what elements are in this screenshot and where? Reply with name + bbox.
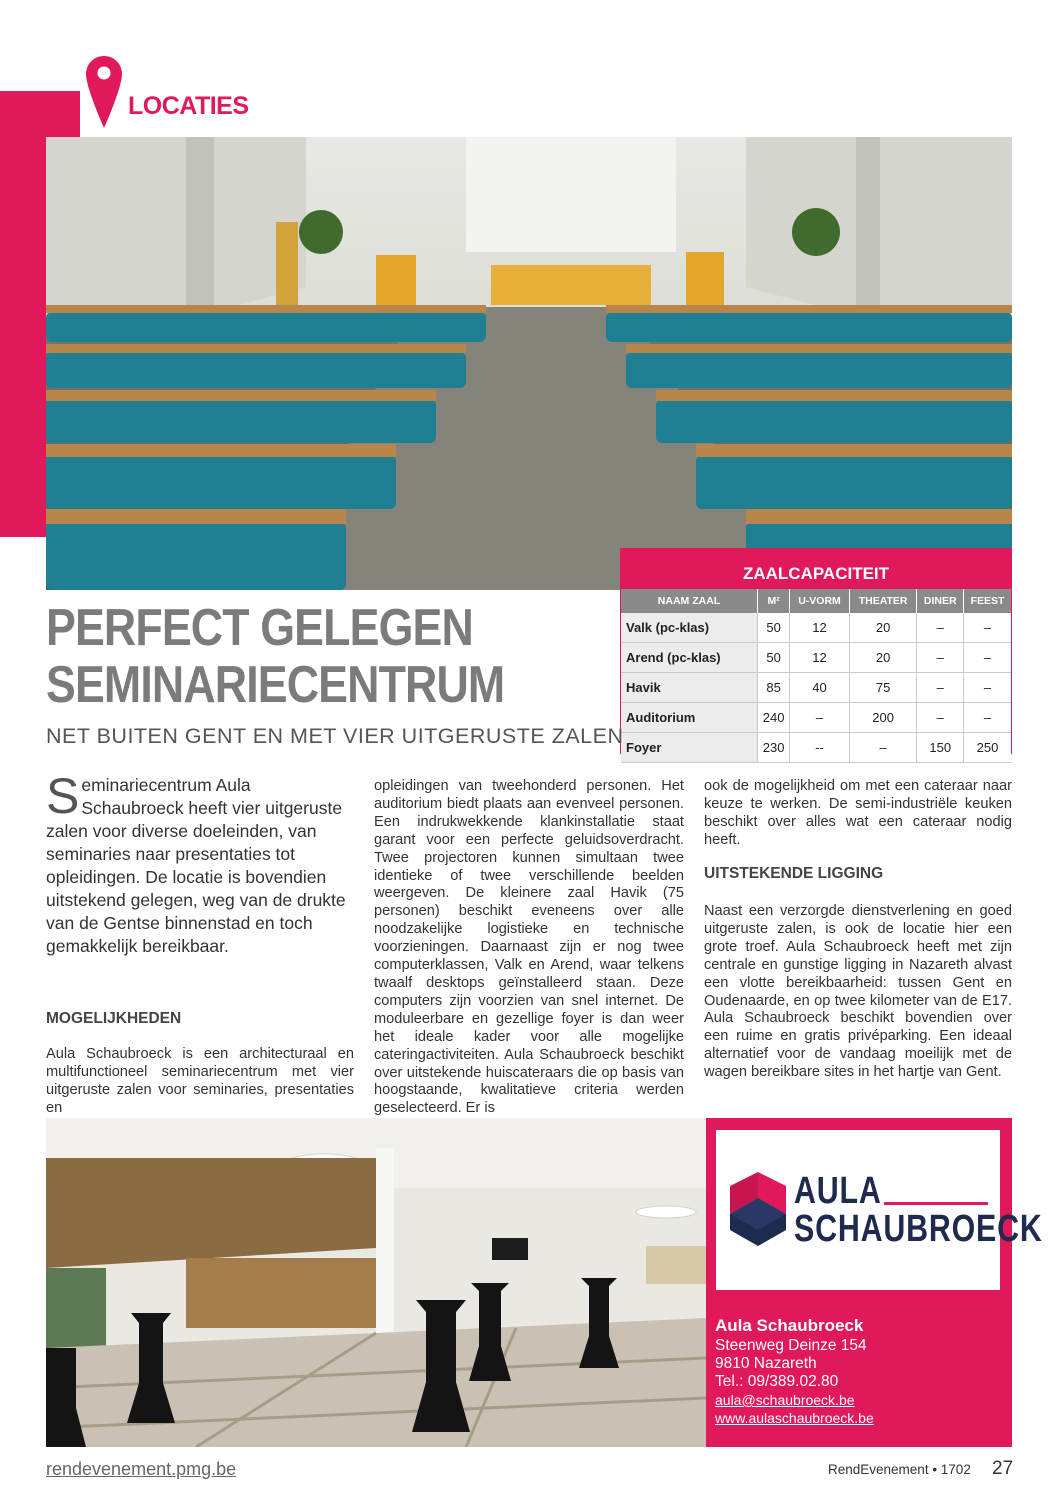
room-name: Foyer — [621, 733, 758, 763]
table-cell: – — [964, 643, 1011, 673]
table-cell: 230 — [758, 733, 790, 763]
intro-paragraph — [46, 768, 354, 958]
contact-city: 9810 Nazareth — [715, 1355, 817, 1372]
column-header: FEEST — [964, 589, 1011, 613]
table-cell: – — [917, 673, 964, 703]
table-cell: 50 — [758, 613, 790, 643]
capacity-table — [620, 548, 1012, 754]
column-header: DINER — [917, 589, 964, 613]
table-row — [621, 613, 1011, 643]
table-row — [621, 703, 1011, 733]
article-headline — [46, 600, 528, 714]
table-cell: – — [917, 613, 964, 643]
table-cell: – — [917, 643, 964, 673]
logo-rule — [884, 1202, 988, 1205]
map-pin-icon — [86, 56, 122, 128]
section-title-ligging: UITSTEKENDE LIGGING — [704, 865, 884, 882]
table-cell: – — [849, 733, 917, 763]
section-label: LOCATIES — [128, 92, 249, 120]
room-name: Havik — [621, 673, 758, 703]
table-cell: 75 — [849, 673, 917, 703]
table-cell: 12 — [790, 613, 850, 643]
table-cell: 85 — [758, 673, 790, 703]
foyer-photo — [46, 1118, 706, 1447]
contact-phone: Tel.: 09/389.02.80 — [715, 1373, 839, 1390]
room-name: Valk (pc-klas) — [621, 613, 758, 643]
table-cell: – — [790, 703, 850, 733]
table-row — [621, 673, 1011, 703]
room-name: Auditorium — [621, 703, 758, 733]
contact-name: Aula Schaubroeck — [715, 1316, 864, 1335]
table-cell: -- — [790, 733, 850, 763]
page-number: 27 — [992, 1458, 1014, 1479]
table-row — [621, 643, 1011, 673]
auditorium-photo — [46, 137, 1012, 590]
contact-website-link[interactable]: www.aulaschaubroeck.be — [715, 1410, 874, 1426]
table-cell: – — [964, 613, 1011, 643]
footer-magazine: RendEvenement • 1702 — [828, 1462, 971, 1477]
column-header: M² — [758, 589, 790, 613]
contact-email-link[interactable]: aula@schaubroeck.be — [715, 1392, 855, 1408]
table-cell: – — [964, 673, 1011, 703]
logo-line-schaubroeck: SCHAUBROECK — [794, 1208, 1043, 1250]
logo-line-aula: AULA — [794, 1170, 882, 1212]
body-text-col3b: Naast een verzorgde dienstverlening en goed uitgeruste zalen, is ook de locatie hier een grote troef. Aula Schaubroeck heeft met zijn centrale en gunstige ligging in Nazareth alvast een vlotte bereikbaarheid: tussen Gent en Oudenaarde, en op twee kilometer van de E17. Aula Schaubroeck beschikt bovendien over een ruime en gratis privéparking. Een ideaal alternatief voor de vandaag moeilijk met de wagen bereikbare sites in het hartje van Gent. — [704, 903, 1012, 1081]
table-cell: 50 — [758, 643, 790, 673]
room-name: Arend (pc-klas) — [621, 643, 758, 673]
body-text-col1: Aula Schaubroeck is een architecturaal en multifunctioneel seminariecentrum met vier uitgeruste zalen voor seminaries, presentaties en — [46, 1046, 354, 1116]
contact-street: Steenweg Deinze 154 — [715, 1337, 867, 1354]
capacity-table-title: ZAALCAPACITEIT — [621, 549, 1011, 589]
table-cell: – — [964, 703, 1011, 733]
table-cell: 200 — [849, 703, 917, 733]
column-header: NAAM ZAAL — [621, 589, 758, 613]
intro-text: eminariecentrum Aula Schaubroeck heeft vier uitgeruste zalen voor diverse doeleinden, van seminaries naar presentaties tot opleidingen. De locatie is bovendien uitstekend gelegen, weg van de drukte van de Gentse binnenstad en toch gemakkelijk bereikbaar. — [46, 775, 346, 956]
table-cell: 150 — [917, 733, 964, 763]
table-cell: 240 — [758, 703, 790, 733]
column-header: U-VORM — [790, 589, 850, 613]
section-title-mogelijkheden: MOGELIJKHEDEN — [46, 1010, 182, 1027]
headline-line: SEMINARIECENTRUM — [46, 656, 505, 714]
footer-site-link[interactable]: rendevenement.pmg.be — [46, 1459, 237, 1479]
table-cell: 250 — [964, 733, 1011, 763]
article-subheadline: NET BUITEN GENT EN MET VIER UITGERUSTE ZALEN — [46, 724, 624, 748]
dropcap: S — [46, 768, 80, 824]
table-cell: 20 — [849, 643, 917, 673]
table-cell: 12 — [790, 643, 850, 673]
column-header: THEATER — [849, 589, 917, 613]
table-cell: – — [917, 703, 964, 733]
aula-logo-mark-icon — [726, 1168, 790, 1248]
body-text-col2: opleidingen van tweehonderd personen. Het auditorium biedt plaats aan evenveel personen. Een indrukwekkende klankinstallatie staat garant voor een perfecte geluidsoverdracht. Twee projectoren kunnen simultaan twee identieke of twee verschillende beelden weergeven. De kleinere zaal Havik (75 personen) beschikt eveneens over alle noodzakelijke logistieke en technische voorzieningen. Daarnaast zijn er nog twee computerklassen, Valk en Arend, waar telkens twaalf desktops geïnstalleerd staan. Deze computers zijn voorzien van snel internet. De moduleerbare en gezellige foyer is dan weer het ideale kader voor alle mogelijke cateringactiviteiten. Aula Schaubroeck beschikt over uitstekende huiscateraars die op basis van hoogstaande, kwalitatieve criteria werden geselecteerd. Er is — [374, 778, 684, 1117]
table-cell: 20 — [849, 613, 917, 643]
table-row — [621, 733, 1011, 763]
body-text-col3a: ook de mogelijkheid om met een cateraar naar keuze te werken. De semi-industriële keuken beschikt over alles wat een cateraar nodig heeft. — [704, 778, 1012, 848]
company-logo — [716, 1130, 1043, 1290]
capacity-grid — [621, 589, 1011, 763]
headline-line: PERFECT GELEGEN — [46, 599, 473, 657]
table-cell: 40 — [790, 673, 850, 703]
table-header-row — [621, 589, 1011, 613]
